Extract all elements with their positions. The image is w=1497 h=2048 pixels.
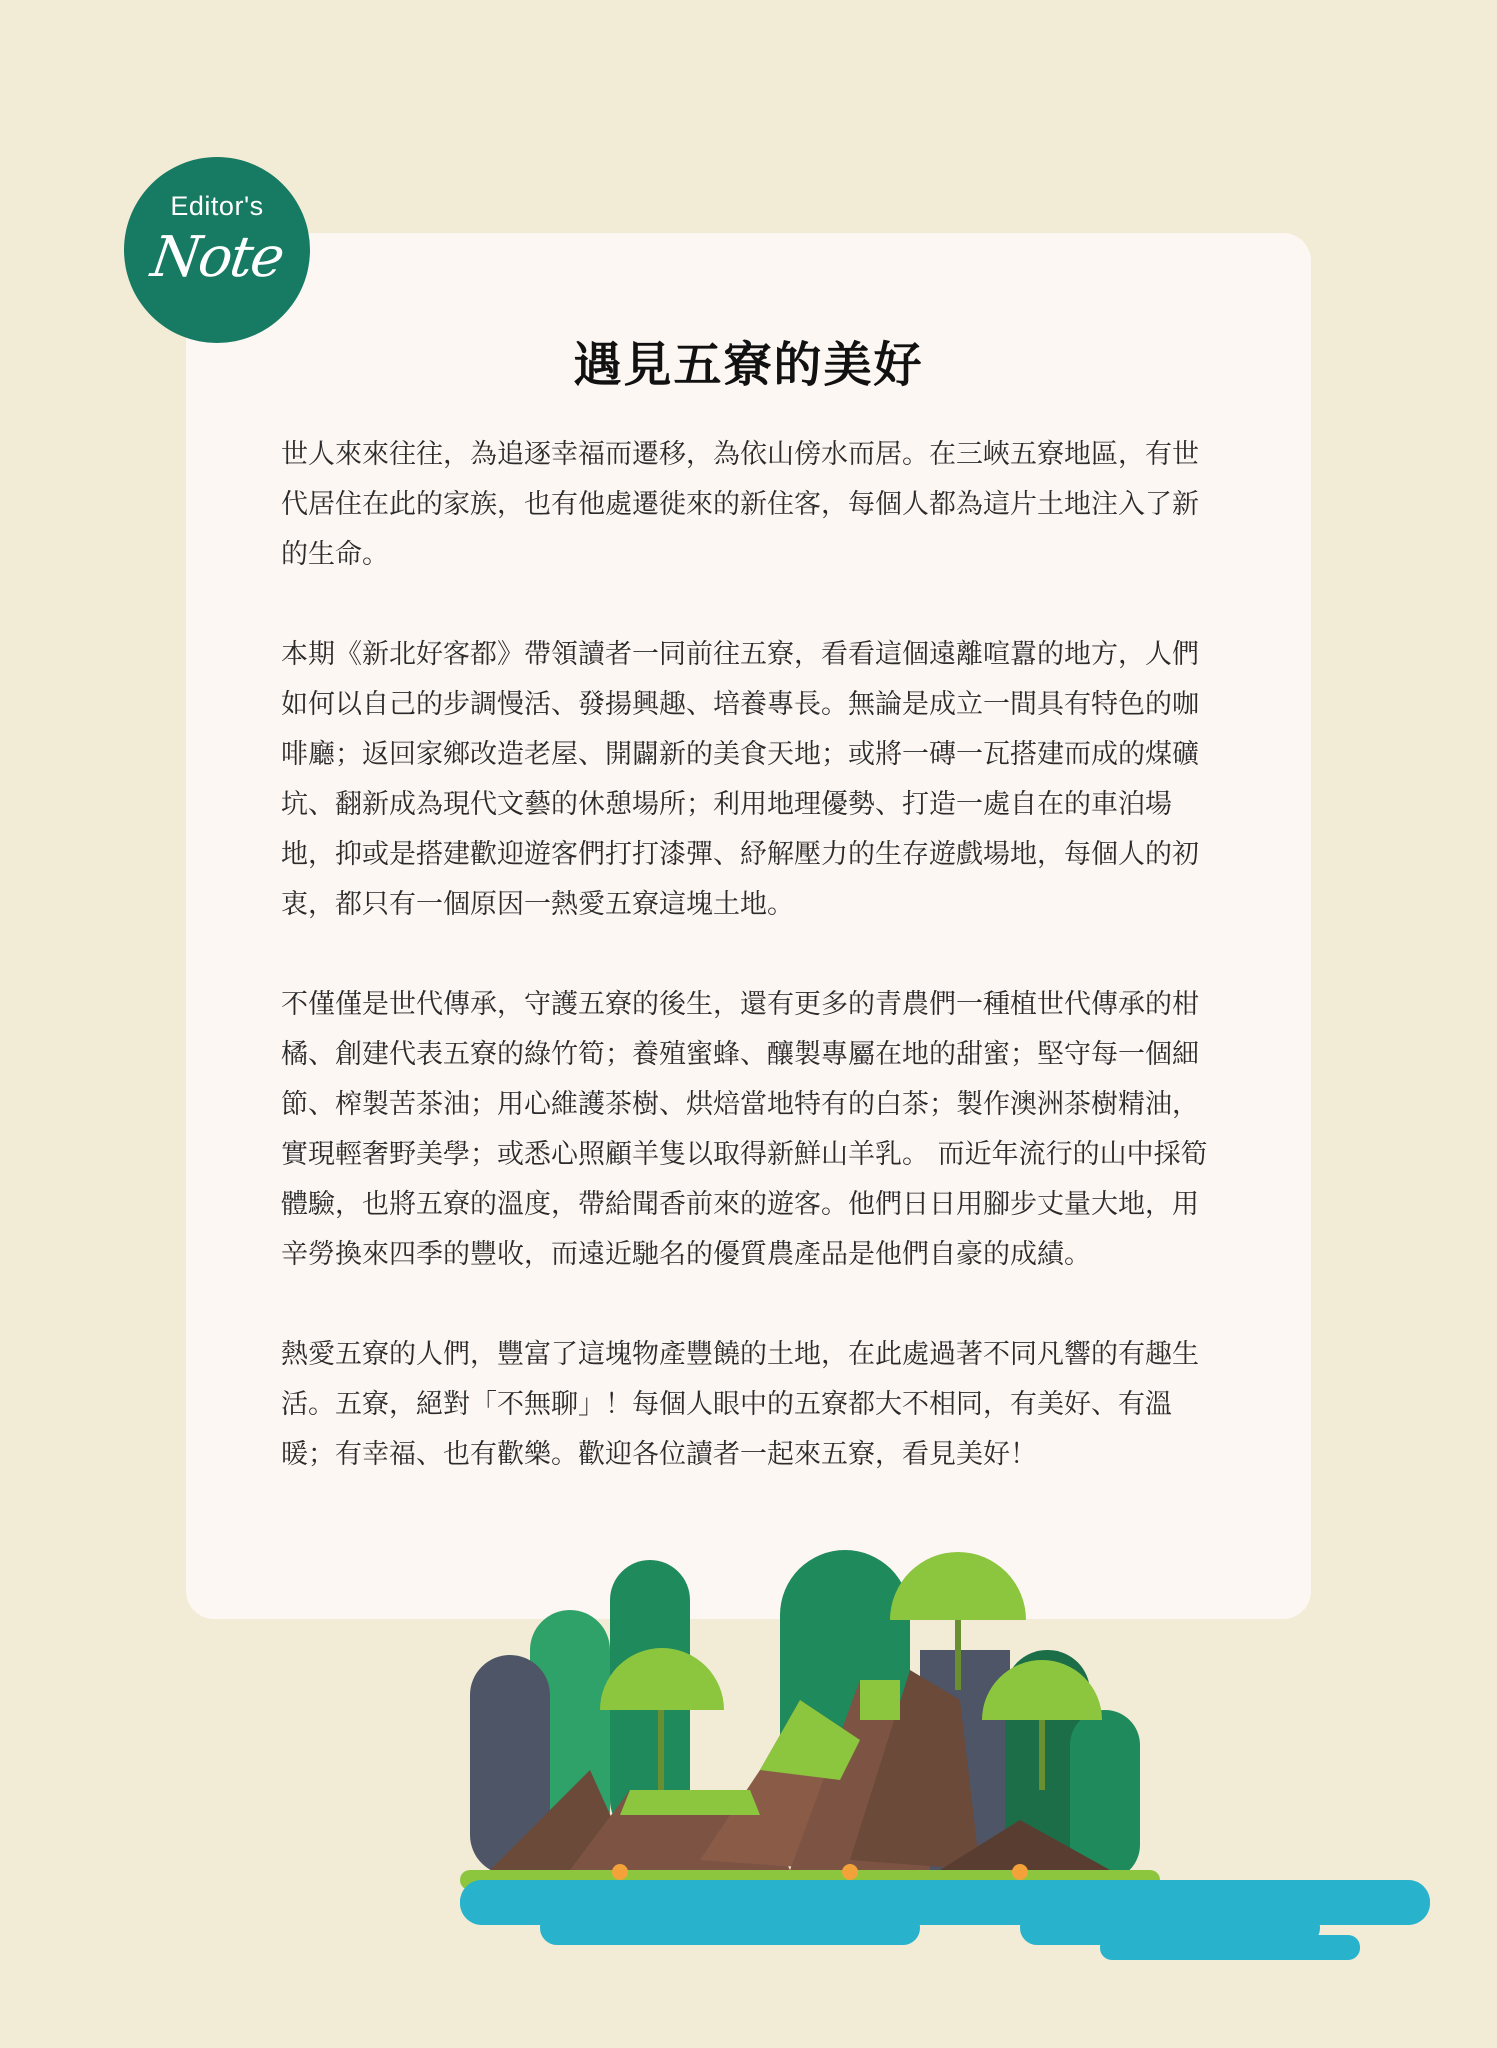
badge-line1: Editor's bbox=[170, 191, 264, 221]
editors-note-badge bbox=[124, 157, 310, 343]
landscape-illustration bbox=[460, 1540, 1430, 1960]
article-body bbox=[281, 430, 1221, 1530]
paragraph: 本期《新北好客都》帶領讀者一同前往五寮，看看這個遠離喧囂的地方，人們如何以自己的步調慢活、發揚興趣、培養專長。無論是成立一間具有特色的咖啡廳；返回家鄉改造老屋、開闢新的美食天地；或將一磚一瓦搭建而成的煤礦坑、翻新成為現代文藝的休憩場所；利用地理優勢、打造一處自在的車泊場地，抑或是搭建歡迎遊客們打打漆彈、紓解壓力的生存遊戲場地，每個人的初衷，都只有一個原因一熱愛五寮這塊土地。 bbox=[281, 639, 1199, 920]
paragraph: 世人來來往往，為追逐幸福而遷移，為依山傍水而居。在三峽五寮地區，有世代居住在此的家族，也有他處遷徙來的新住客，每個人都為這片土地注入了新的生命。 bbox=[281, 439, 1199, 570]
badge-line2: Note bbox=[147, 225, 287, 290]
paragraph: 熱愛五寮的人們，豐富了這塊物產豐饒的土地，在此處過著不同凡響的有趣生活。五寮，絕對「不無聊」！每個人眼中的五寮都大不相同，有美好、有溫暖；有幸福、也有歡樂。歡迎各位讀者一起來五寮，看見美好！ bbox=[281, 1339, 1199, 1470]
paragraph: 不僅僅是世代傳承，守護五寮的後生，還有更多的青農們一種植世代傳承的柑橘、創建代表五寮的綠竹筍；養殖蜜蜂、釀製專屬在地的甜蜜；堅守每一個細節、榨製苦茶油；用心維護茶樹、烘焙當地特有的白茶；製作澳洲茶樹精油，實現輕奢野美學；或悉心照顧羊隻以取得新鮮山羊乳。 而近年流行的山中採筍體驗，也將五寮的溫度，帶給聞香前來的遊客。他們日日用腳步丈量大地，用辛勞換來四季的豐收，而遠近馳名的優質農產品是他們自豪的成績。 bbox=[281, 989, 1208, 1270]
page-title: 遇見五寮的美好 bbox=[573, 337, 924, 393]
